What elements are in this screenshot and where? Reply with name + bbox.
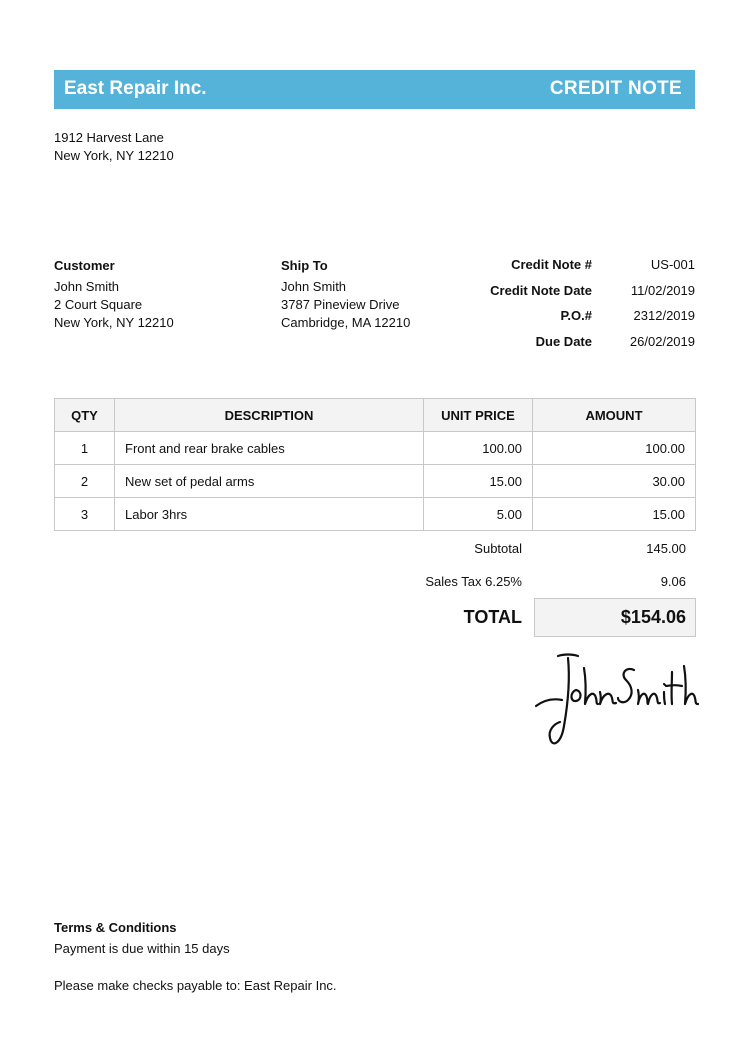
terms-heading: Terms & Conditions <box>54 920 177 935</box>
meta-value: 2312/2019 <box>633 308 695 323</box>
meta-label: P.O.# <box>560 308 592 323</box>
terms-line-1: Payment is due within 15 days <box>54 941 230 956</box>
ship-to-name: John Smith <box>281 279 347 294</box>
table-row <box>55 432 696 465</box>
row-unit-price: 100.00 <box>424 432 533 465</box>
row-qty: 3 <box>55 498 115 531</box>
grand-total-value: $154.06 <box>620 607 686 627</box>
table-row <box>55 465 696 498</box>
document-meta <box>440 257 695 359</box>
grand-total-row <box>54 598 696 638</box>
row-amount: 100.00 <box>533 432 696 465</box>
ship-to-block <box>281 257 410 332</box>
grand-total-label: TOTAL <box>463 607 522 627</box>
meta-value: US-001 <box>650 257 695 272</box>
company-address <box>54 129 174 165</box>
header-description: DESCRIPTION <box>115 399 424 432</box>
line-items-table <box>54 398 696 531</box>
row-description: New set of pedal arms <box>115 465 424 498</box>
company-name: East Repair Inc. <box>64 78 207 99</box>
customer-name: John Smith <box>54 279 120 294</box>
header-bar <box>54 70 695 109</box>
meta-value: 26/02/2019 <box>629 333 695 349</box>
customer-heading: Customer <box>54 258 115 273</box>
meta-value: 11/02/2019 <box>630 282 695 298</box>
header-amount: AMOUNT <box>533 399 696 432</box>
totals-section <box>54 532 696 638</box>
ship-to-address-line1: 3787 Pineview Drive <box>281 297 400 312</box>
row-description: Front and rear brake cables <box>115 432 424 465</box>
customer-block <box>54 257 174 332</box>
document-title: CREDIT NOTE <box>549 78 682 99</box>
header-unit-price: UNIT PRICE <box>424 399 533 432</box>
signature-image <box>530 648 700 754</box>
header-qty: QTY <box>55 399 115 432</box>
meta-label: Credit Note Date <box>490 282 592 298</box>
subtotal-row <box>54 532 696 565</box>
table-header-row <box>55 399 696 432</box>
row-qty: 1 <box>55 432 115 465</box>
meta-label: Due Date <box>535 333 592 349</box>
row-qty: 2 <box>55 465 115 498</box>
tax-row <box>54 565 696 598</box>
table-row <box>55 498 696 531</box>
customer-address-line1: 2 Court Square <box>54 297 143 312</box>
terms-section <box>54 917 337 996</box>
terms-line-2: Please make checks payable to: East Repair Inc. <box>54 978 337 993</box>
terms-spacer <box>54 959 337 975</box>
company-address-line1: 1912 Harvest Lane <box>54 130 164 145</box>
row-unit-price: 15.00 <box>424 465 533 498</box>
meta-label: Credit Note # <box>511 257 592 272</box>
meta-row-due-date <box>440 334 695 360</box>
meta-row-credit-note-date <box>440 283 695 309</box>
meta-row-credit-note-number <box>440 257 695 283</box>
company-address-line2: New York, NY 12210 <box>54 148 174 163</box>
row-description: Labor 3hrs <box>115 498 424 531</box>
row-amount: 15.00 <box>533 498 696 531</box>
row-amount: 30.00 <box>533 465 696 498</box>
row-unit-price: 5.00 <box>424 498 533 531</box>
ship-to-address-line2: Cambridge, MA 12210 <box>281 315 411 330</box>
subtotal-label: Subtotal <box>474 541 522 556</box>
customer-address-line2: New York, NY 12210 <box>54 315 174 330</box>
subtotal-value: 145.00 <box>646 541 686 556</box>
tax-value: 9.06 <box>660 574 686 589</box>
tax-label: Sales Tax 6.25% <box>425 574 522 589</box>
meta-row-po-number <box>440 308 695 334</box>
ship-to-heading: Ship To <box>281 258 328 273</box>
